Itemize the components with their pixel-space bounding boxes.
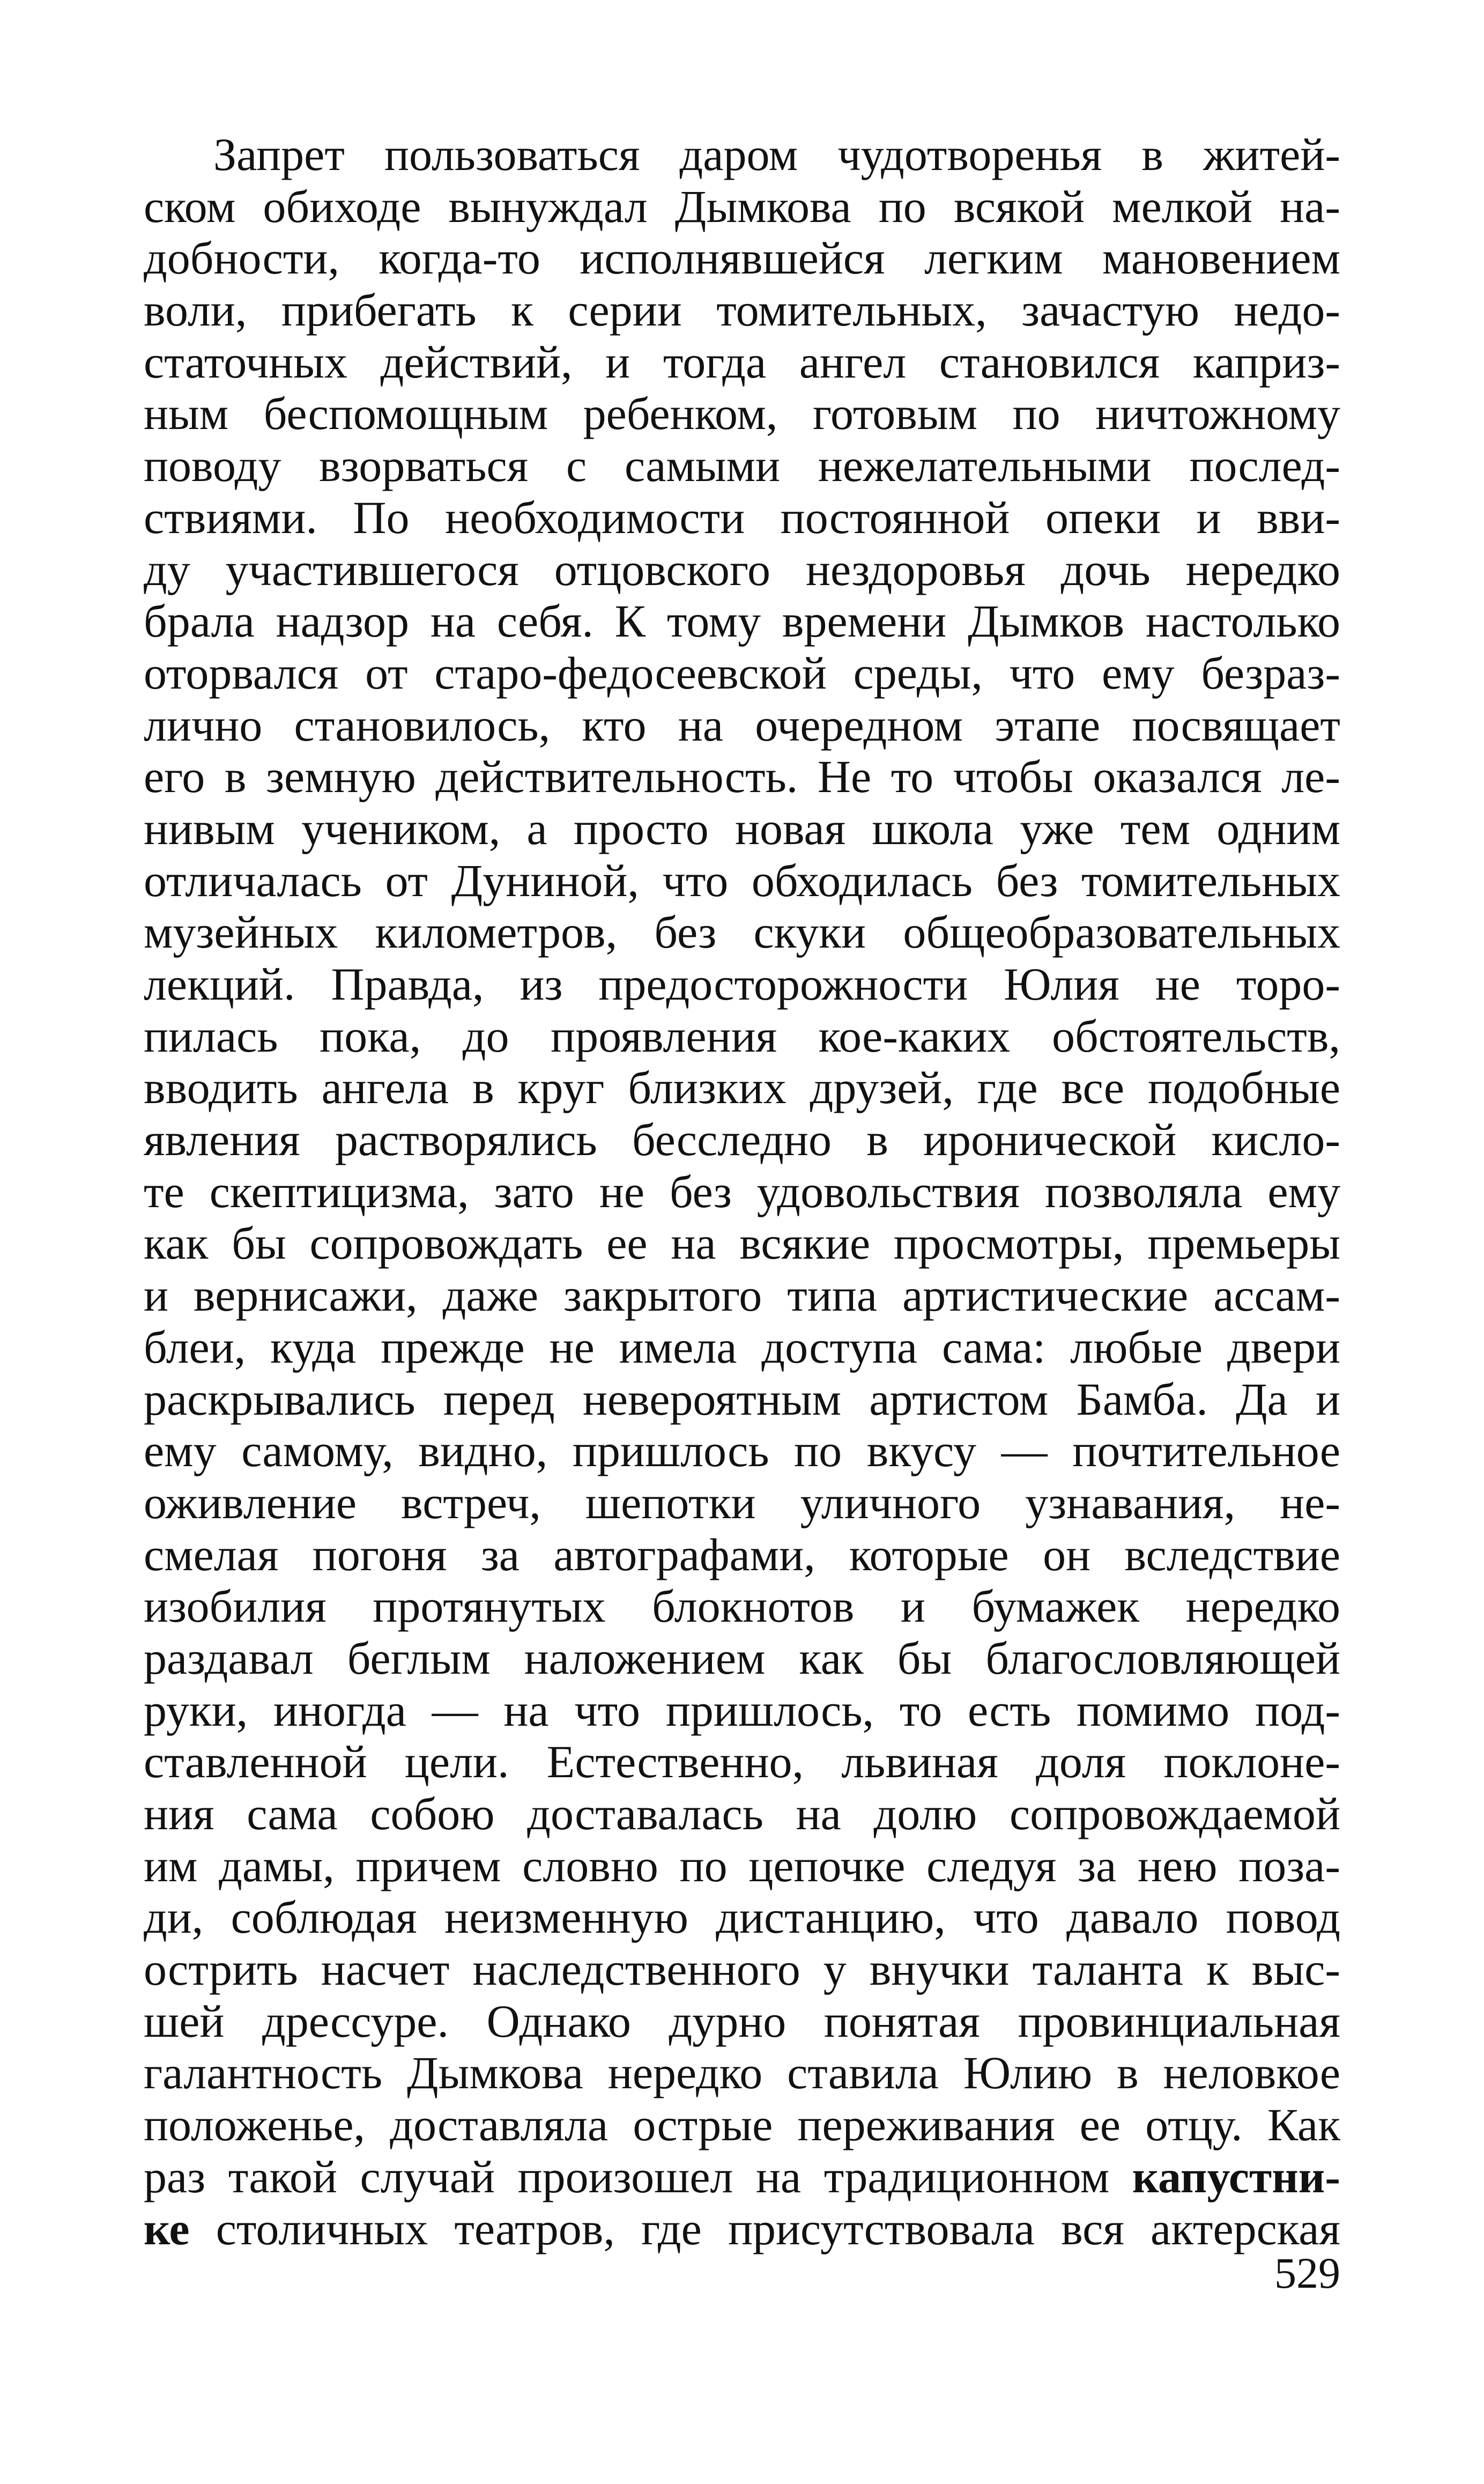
text-line (144, 855, 1340, 907)
text-line (144, 958, 1340, 1010)
text-run: как бы сопровождать ее на всякие просмотры, премьеры (144, 1217, 1340, 1269)
text-run: ставленной цели. Естественно, львиная доля поклоне- (144, 1736, 1340, 1788)
text-line (144, 1114, 1340, 1166)
text-line (144, 1477, 1340, 1529)
text-line (144, 647, 1340, 699)
text-run: галантность Дымкова нередко ставила Юлию в неловкое (144, 2047, 1340, 2099)
text-line (144, 1010, 1340, 1062)
text-run: ди, соблюдая неизменную дистанцию, что давало повод (144, 1891, 1340, 1943)
text-line (144, 1373, 1340, 1425)
text-line (144, 1632, 1340, 1684)
text-run: брала надзор на себя. К тому времени Дымков настолько (144, 595, 1340, 647)
text-run: лекций. Правда, из предосторожности Юлия не торо- (144, 958, 1340, 1010)
text-line (144, 751, 1340, 803)
text-line (144, 544, 1340, 596)
text-line (144, 906, 1340, 958)
text-run: изобилия протянутых блокнотов и бумажек нередко (144, 1580, 1340, 1632)
text-line (144, 2151, 1340, 2203)
text-run: ду участившегося отцовского нездоровья дочь нередко (144, 543, 1340, 595)
text-run: положенье, доставляла острые переживания ее отцу. Как (144, 2099, 1340, 2151)
text-run: вводить ангела в круг близких друзей, где все подобные (144, 1062, 1340, 1114)
text-line (144, 1891, 1340, 1943)
text-run: его в земную действительность. Не то чтобы оказался ле- (144, 751, 1340, 803)
text-line (144, 232, 1340, 284)
text-run: ском обиходе вынуждал Дымкова по всякой мелкой на- (144, 180, 1340, 232)
text-run: нивым учеником, а просто новая школа уже тем одним (144, 802, 1340, 854)
text-run: лично становилось, кто на очередном этапе посвящает (144, 699, 1340, 751)
text-line (144, 1580, 1340, 1632)
text-run: им дамы, причем словно по цепочке следуя за нею поза- (144, 1839, 1340, 1891)
text-line (144, 1425, 1340, 1477)
text-line (144, 1840, 1340, 1892)
text-run: отличалась от Дуниной, что обходилась без томительных (144, 854, 1340, 906)
text-line (144, 181, 1340, 233)
text-line (144, 284, 1340, 336)
text-run: Запрет пользоваться даром чудотворенья в житей- (213, 129, 1340, 180)
text-run: явления растворялись бесследно в иронической кисло- (144, 1114, 1340, 1166)
text-line (144, 1788, 1340, 1840)
bold-term: капустни- (1132, 2150, 1340, 2202)
text-line (144, 336, 1340, 388)
text-line (144, 1217, 1340, 1269)
text-run: шей дрессуре. Однако дурно понятая провинциальная (144, 1995, 1340, 2047)
text-line (144, 1321, 1340, 1373)
text-line (144, 803, 1340, 855)
text-run: оторвался от старо-федосеевской среды, что ему безраз- (144, 647, 1340, 699)
text-run: поводу взорваться с самыми нежелательными послед- (144, 440, 1340, 492)
text-line (144, 1529, 1340, 1581)
text-line (144, 1943, 1340, 1995)
text-run: ным беспомощным ребенком, готовым по ничтожному (144, 388, 1340, 440)
text-run: добности, когда-то исполнявшейся легким мановением (144, 232, 1340, 284)
text-run: пилась пока, до проявления кое-каких обстоятельств, (144, 1010, 1340, 1062)
text-line (144, 2047, 1340, 2099)
text-run: оживление встреч, шепотки уличного узнавания, не- (144, 1476, 1340, 1528)
text-line (144, 2099, 1340, 2151)
text-line (144, 1684, 1340, 1736)
text-run: руки, иногда — на что пришлось, то есть помимо под- (144, 1684, 1340, 1736)
text-run: и вернисажи, даже закрытого типа артистические ассам- (144, 1269, 1340, 1321)
text-line (144, 1995, 1340, 2047)
text-run: ствиями. По необходимости постоянной опеки и вви- (144, 491, 1340, 543)
text-line (144, 492, 1340, 544)
text-line (144, 595, 1340, 647)
text-line (144, 129, 1340, 181)
text-line (144, 440, 1340, 492)
text-line (144, 1166, 1340, 1218)
text-line (144, 2203, 1340, 2255)
text-line (144, 699, 1340, 751)
text-line (144, 1269, 1340, 1321)
text-run: острить насчет наследственного у внучки таланта к выс- (144, 1943, 1340, 1995)
text-line (144, 388, 1340, 440)
text-run: те скептицизма, зато не без удовольствия позволяла ему (144, 1165, 1340, 1217)
text-run: столичных театров, где присутствовала вся актерская (189, 2202, 1340, 2254)
page-number: 529 (1274, 2249, 1340, 2297)
text-run: музейных километров, без скуки общеобразовательных (144, 906, 1340, 958)
text-run: блеи, куда прежде не имела доступа сама: любые двери (144, 1321, 1340, 1373)
text-run: ему самому, видно, пришлось по вкусу — почтительное (144, 1425, 1340, 1477)
text-run: раздавал беглым наложением как бы благословляющей (144, 1632, 1340, 1684)
text-line (144, 1062, 1340, 1114)
text-line (144, 1736, 1340, 1788)
text-run: воли, прибегать к серии томительных, зачастую недо- (144, 284, 1340, 336)
text-run: статочных действий, и тогда ангел становился каприз- (144, 336, 1340, 388)
text-run: ния сама собою доставалась на долю сопровождаемой (144, 1788, 1340, 1839)
bold-term: ке (144, 2202, 190, 2254)
body-text (144, 129, 1340, 2254)
text-run: раз такой случай произошел на традиционном (144, 2150, 1132, 2202)
text-run: раскрывались перед невероятным артистом Бамба. Да и (144, 1373, 1340, 1425)
text-run: смелая погоня за автографами, которые он вследствие (144, 1528, 1340, 1580)
